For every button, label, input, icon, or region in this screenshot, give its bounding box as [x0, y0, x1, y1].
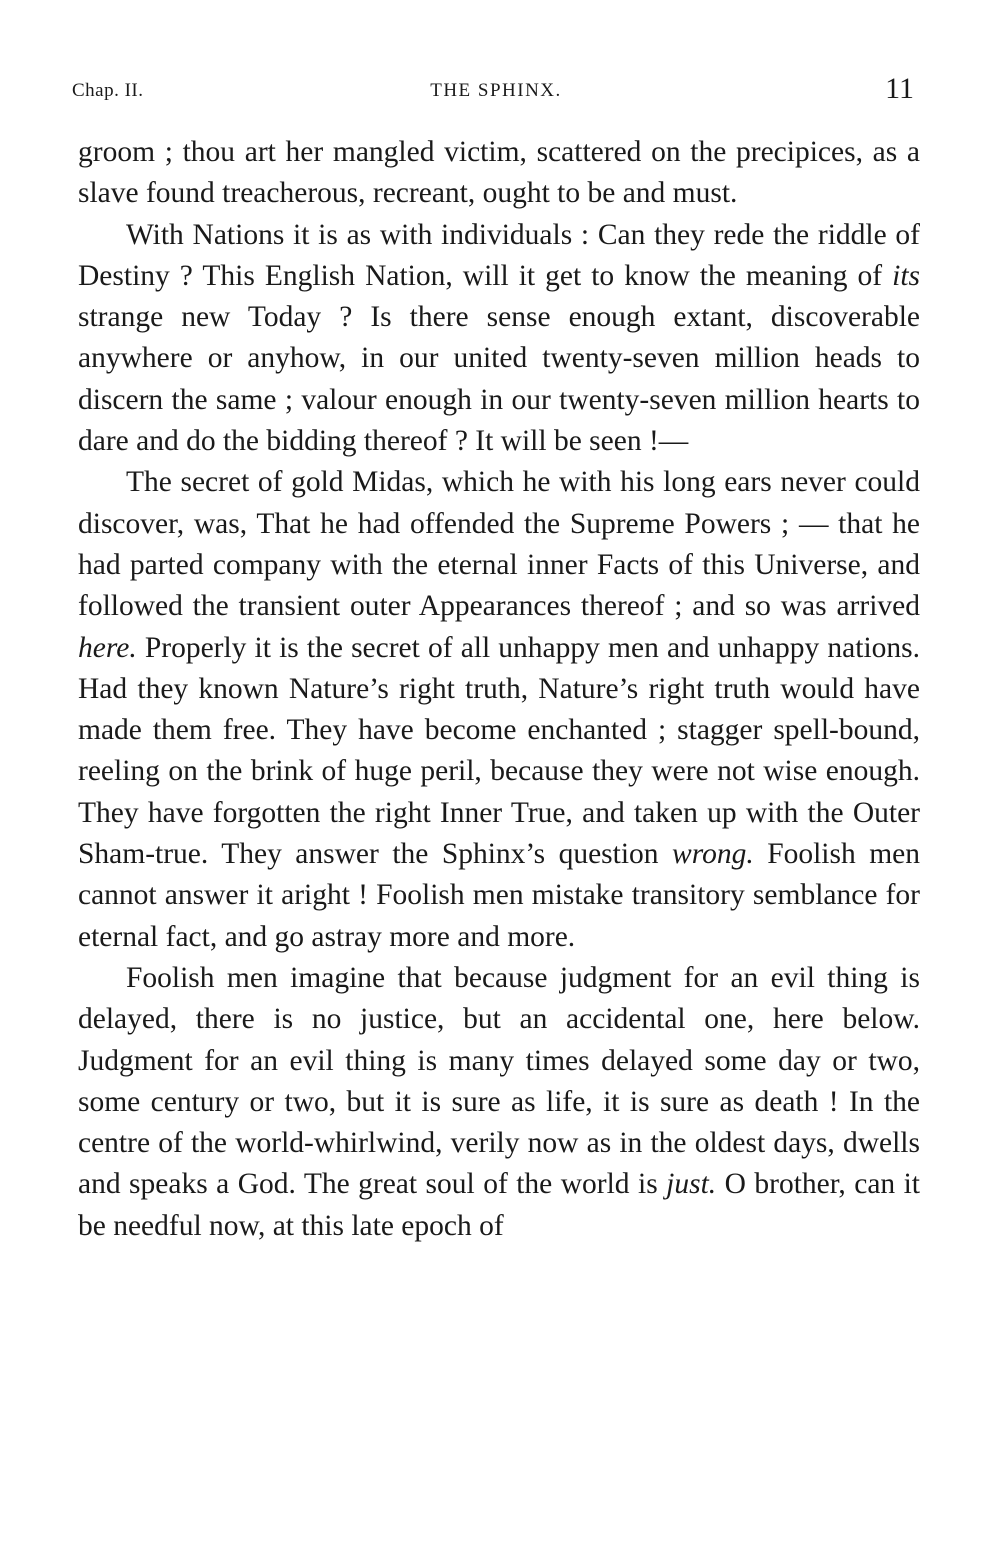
italic-text: its	[892, 259, 920, 292]
text-run: groom ; thou art her mangled victim, scattered on the precipices, as a slave found treacherous, recreant, ought to be and must.	[78, 136, 920, 210]
body-text	[78, 132, 920, 1247]
paragraph	[78, 462, 920, 958]
text-run: The secret of gold Midas, which he with his long ears never could discover, was, That he had offended the Supreme Powers ; — that he had parted company with the eternal inner Facts of this Universe, and followed the transient outer Appearances thereof ; and so was arrived	[78, 466, 920, 623]
running-header	[72, 72, 920, 112]
text-run: With Nations it is as with individuals : Can they rede the riddle of Destiny ? This English Nation, will it get to know the meaning of	[78, 218, 920, 292]
italic-text: wrong.	[672, 838, 754, 871]
text-run: Foolish men imagine that because judgment for an evil thing is delayed, there is no justice, but an accidental one, here below. Judgment for an evil thing is many times delayed some day or two, some century or two, but it is sure as life, it is sure as death ! In the centre of the world-whirlwind, verily now as in the oldest days, dwells and speaks a God. The great soul of the world is	[78, 961, 920, 1201]
italic-text: here.	[78, 631, 137, 664]
text-run: O brother, can it be needful now, at this late epoch of	[78, 1168, 921, 1242]
italic-text: just.	[666, 1168, 717, 1201]
text-run: strange new Today ? Is there sense enough extant, discoverable anywhere or anyhow, in our united twenty-seven million heads to discern the same ; valour enough in our twenty-seven million hearts to dare and do the bidding thereof ? It will be seen !—	[78, 301, 920, 458]
paragraph	[78, 958, 920, 1247]
page-number: 11	[885, 72, 914, 105]
paragraph	[78, 215, 920, 463]
text-run: Properly it is the secret of all unhappy men and unhappy nations. Had they known Nature’s right truth, Nature’s right truth would have made them free. They have become enchanted ; stagger spell-bound, reeling on the brink of huge peril, because they were not wise enough. They have forgotten the right Inner True, and taken up with the Outer Sham-true. They answer the Sphinx’s question	[78, 631, 920, 871]
paragraph	[78, 132, 920, 215]
text-run: Foolish men cannot answer it aright ! Foolish men mistake transitory semblance for eternal fact, and go astray more and more.	[78, 838, 920, 953]
running-title: THE SPHINX.	[430, 80, 562, 101]
chapter-label: Chap. II.	[72, 80, 144, 101]
